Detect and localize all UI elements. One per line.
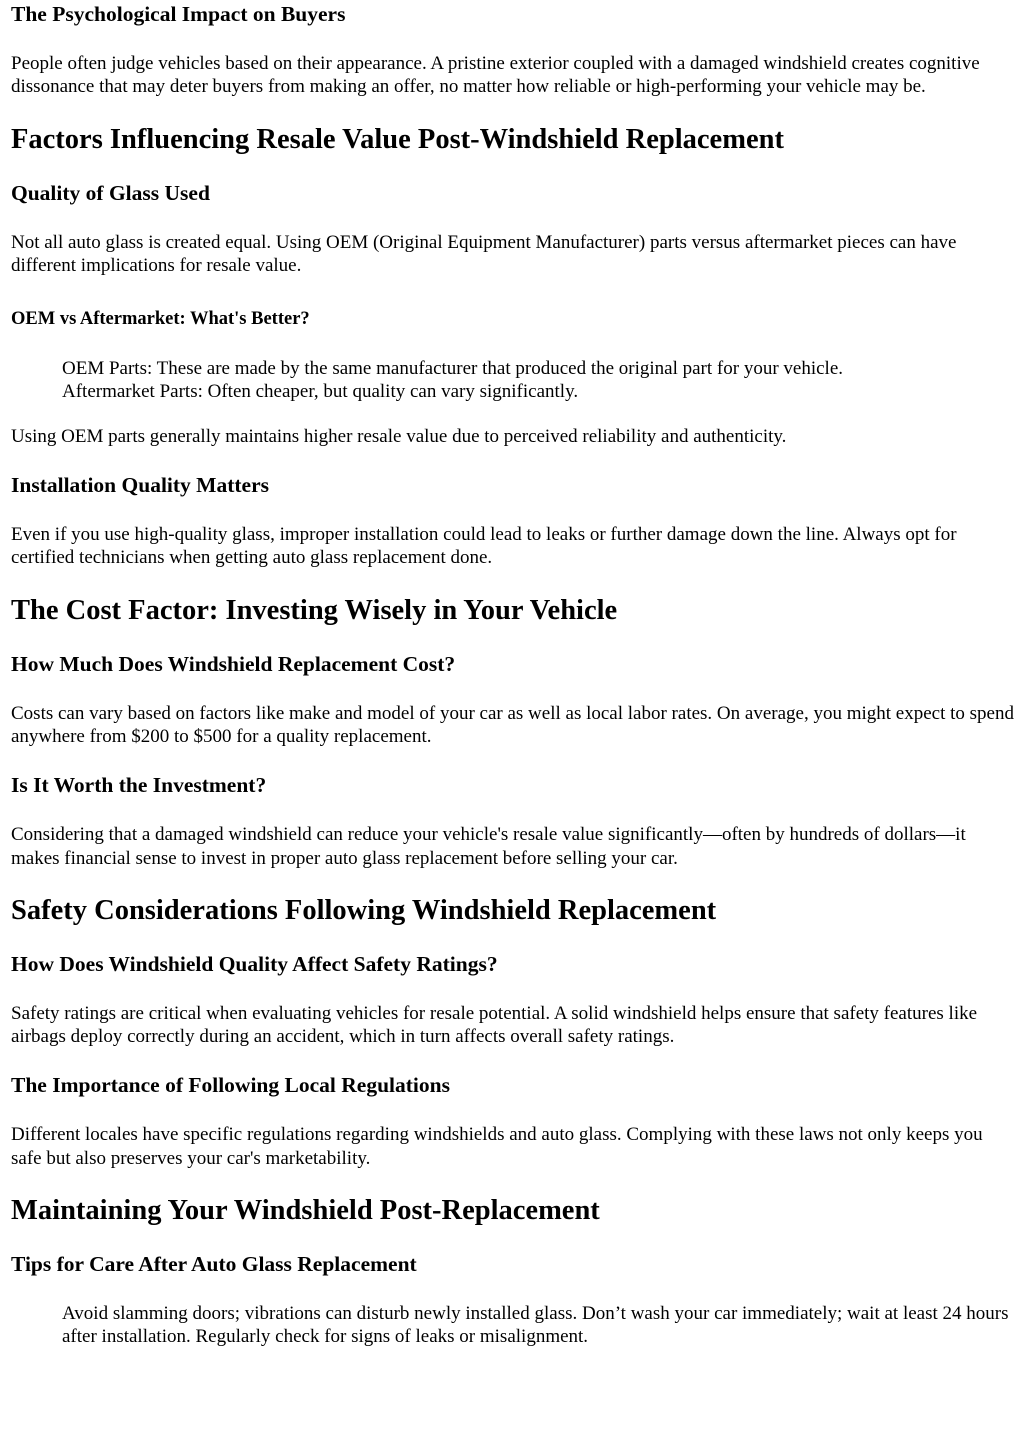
paragraph-ratings: Safety ratings are critical when evaluating vehicles for resale potential. A solid windshield helps ensure that safety features like airbags deploy correctly during an accident, which in turn affects overall safety ratings. [11,1002,978,1048]
oem-list [62,357,1016,404]
list-item: Avoid slamming doors; vibrations can disturb newly installed glass. Don’t wash your car immediately; wait at least 24 hours after installation. Regularly check for signs of leaks or misalignment. [62,1303,1009,1348]
section-heading-factors: Factors Influencing Resale Value Post-Windshield Replacement [11,123,784,155]
section-heading-tips: Tips for Care After Auto Glass Replacement [11,1252,417,1277]
paragraph-howmuch: Costs can vary based on factors like make and model of your car as well as local labor rates. On average, you might expect to spend anywhere from $200 to $500 for a quality replacement. [11,702,1014,747]
list-item: Aftermarket Parts: Often cheaper, but quality can vary significantly. [62,381,579,403]
paragraph-quality: Not all auto glass is created equal. Using OEM (Original Equipment Manufacturer) parts versus aftermarket pieces can have different implications for resale value. [11,231,957,276]
section-heading-oem: OEM vs Aftermarket: What's Better? [11,309,310,330]
paragraph-worth: Considering that a damaged windshield can reduce your vehicle's resale value significantly—often by hundreds of dollars—it makes financial sense to invest in proper auto glass replacement before selling your car. [11,824,966,869]
section-heading-cost: The Cost Factor: Investing Wisely in Your Vehicle [11,594,618,626]
section-heading-buyers: The Psychological Impact on Buyers [11,2,346,26]
paragraph-install: Even if you use high-quality glass, improper installation could lead to leaks or further damage down the line. Always opt for certified technicians when getting auto glass replacement done. [11,524,957,569]
section-heading-maintain: Maintaining Your Windshield Post-Replacement [11,1195,600,1227]
article [0,2,1016,1349]
section-heading-worth: Is It Worth the Investment? [11,773,267,798]
paragraph-buyers: People often judge vehicles based on their appearance. A pristine exterior coupled with a damaged windshield creates cognitive dissonance that may deter buyers from making an offer, no matter how reliable or high-performing your vehicle may be. [11,53,980,98]
paragraph-oem: Using OEM parts generally maintains higher resale value due to perceived reliability and authenticity. [11,425,787,447]
tips-list [62,1302,1016,1349]
section-heading-install: Installation Quality Matters [11,473,269,498]
list-item: OEM Parts: These are made by the same manufacturer that produced the original part for your vehicle. [62,358,844,380]
paragraph-regs: Different locales have specific regulations regarding windshields and auto glass. Complying with these laws not only keeps you safe but also preserves your car's marketability. [11,1124,983,1169]
section-heading-howmuch: How Much Does Windshield Replacement Cost? [11,651,456,676]
section-heading-safety: Safety Considerations Following Windshield Replacement [11,894,717,926]
section-heading-quality: Quality of Glass Used [11,180,210,205]
section-heading-regs: The Importance of Following Local Regulations [11,1073,450,1098]
section-heading-ratings: How Does Windshield Quality Affect Safety Ratings? [11,951,498,976]
